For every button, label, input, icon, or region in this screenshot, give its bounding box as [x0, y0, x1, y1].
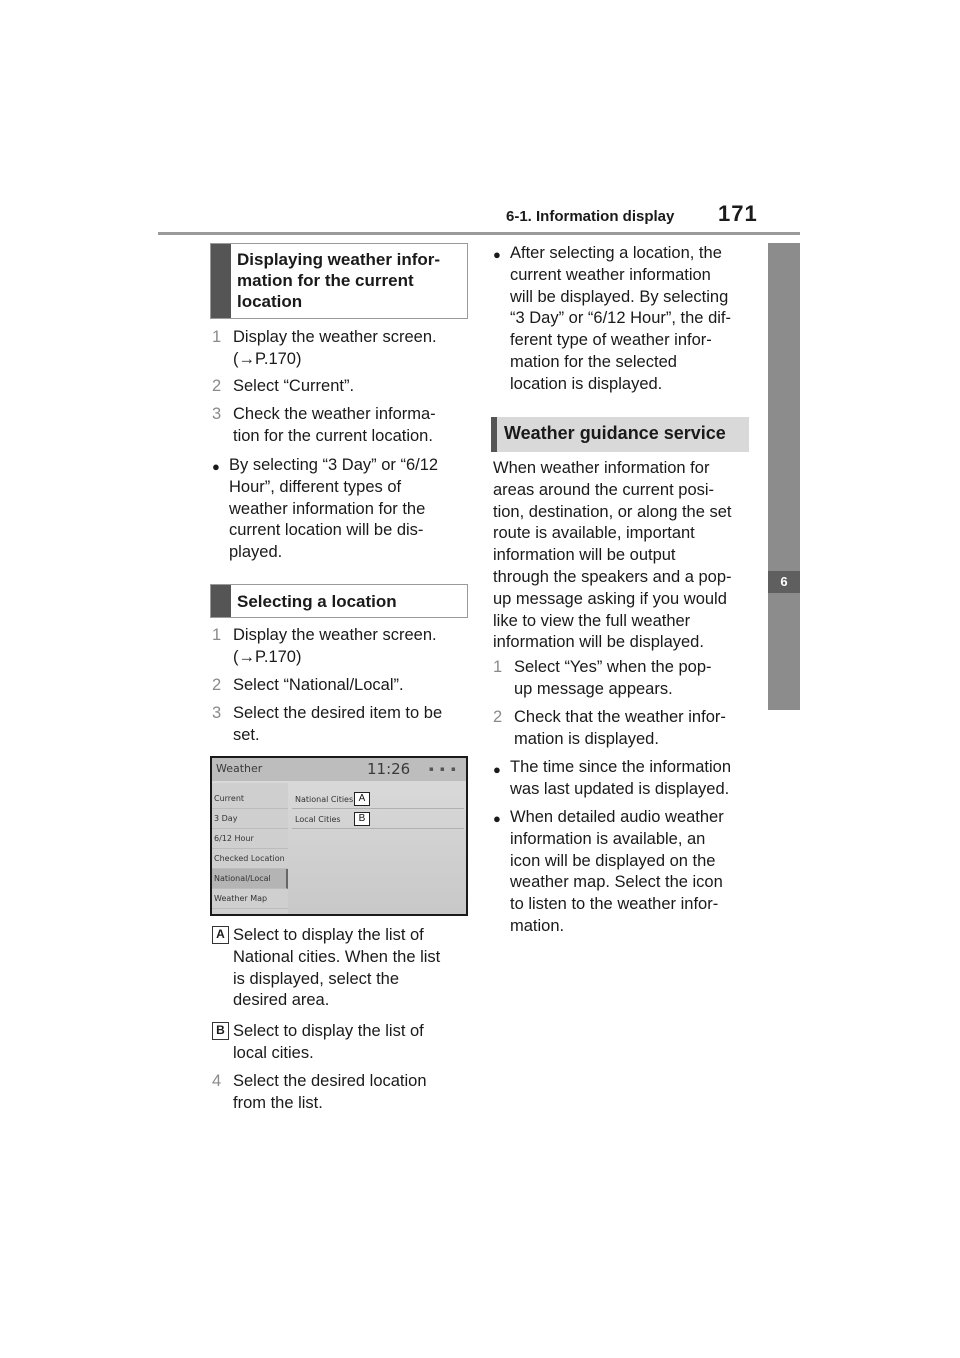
step-2-text: Select “Current”.	[233, 377, 355, 395]
menu-item-weather-map[interactable]: Weather Map	[212, 889, 288, 909]
label-a-text: Select to display the list of National cities. When the list is displayed, select the desired area.	[233, 926, 441, 1010]
chapter-label: Information	[775, 870, 793, 946]
step-3: 3	[212, 405, 222, 423]
status-icons: ▪ ▪ ▪	[429, 765, 458, 773]
heading-bar	[211, 585, 231, 617]
bullet-icon: ●	[493, 811, 501, 826]
heading-bar	[211, 244, 231, 318]
step-3-text: Select the desired item to be set.	[233, 704, 443, 744]
chapter-side-tab	[768, 243, 800, 946]
heading-current-location: Displaying weather infor- mation for the current location	[210, 243, 468, 319]
screen-clock: 11:26	[367, 760, 411, 778]
heading-bar	[491, 417, 497, 452]
label-b: B	[212, 1022, 229, 1040]
step-1-text: Select “Yes” when the pop- up message appears.	[514, 658, 712, 698]
callout-a: A	[354, 792, 370, 806]
header-rule	[158, 232, 800, 235]
chapter-number: 6	[768, 571, 800, 593]
bullet-icon: ●	[493, 762, 501, 777]
list-item-local-cities[interactable]: Local Cities	[292, 810, 464, 829]
step-1: 1	[493, 658, 503, 676]
step-3-text: Check the weather informa- tion for the current location.	[233, 405, 436, 445]
section-title: 6-1. Information display	[506, 208, 675, 225]
step-1: 1	[212, 626, 222, 644]
page-number: 171	[718, 201, 758, 226]
callout-b: B	[354, 812, 370, 826]
step-1: 1	[212, 328, 222, 346]
step-1-text: Display the weather screen. (→P.170)	[233, 328, 437, 368]
label-b-text: Select to display the list of local cities.	[233, 1022, 424, 1062]
step-2-text: Check that the weather infor- mation is displayed.	[514, 708, 726, 748]
step-3: 3	[212, 704, 222, 722]
heading-selecting-location: Selecting a location	[210, 584, 468, 618]
menu-item-checked-location[interactable]: Checked Location	[212, 849, 288, 869]
heading-weather-guidance: Weather guidance service	[491, 417, 749, 452]
weather-screen-image	[210, 756, 468, 916]
bullet-icon: ●	[493, 247, 501, 262]
step-4: 4	[212, 1072, 222, 1090]
step-2: 2	[212, 377, 222, 395]
menu-item-3-day[interactable]: 3 Day	[212, 809, 288, 829]
bullet-text: When detailed audio weather information is available, an icon will be displayed on the weather map. Select the icon to listen to the weather infor- mation.	[510, 808, 724, 935]
bullet-icon: ●	[212, 459, 220, 474]
menu-item-current[interactable]: Current	[212, 789, 288, 809]
menu-item-6-12-hour[interactable]: 6/12 Hour	[212, 829, 288, 849]
screen-title: Weather	[216, 762, 263, 775]
bullet-text: By selecting “3 Day” or “6/12 Hour”, different types of weather information for the current location will be dis- played.	[229, 456, 439, 562]
label-a: A	[212, 926, 229, 944]
step-2: 2	[212, 676, 222, 694]
screen-title-bar	[212, 758, 466, 781]
screen-menu	[212, 783, 288, 914]
bullet-text: The time since the information was last updated is displayed.	[510, 758, 732, 798]
bullet-text: After selecting a location, the current weather information will be displayed. By selecting “3 Day” or “6/12 Hour”, the dif- ferent type of weather infor- mation for the selected location is displayed.	[510, 244, 731, 393]
guidance-paragraph: When weather information for areas around the current posi- tion, destination, or along the set route is available, important information will be output through the speakers and a pop- up message asking if you would like to view the full weather information will be displayed.	[493, 459, 732, 652]
menu-item-national-local[interactable]: National/Local	[212, 869, 288, 889]
step-2: 2	[493, 708, 503, 726]
step-1-text: Display the weather screen. (→P.170)	[233, 626, 437, 666]
list-item-national-cities[interactable]: National Cities	[292, 790, 464, 809]
step-2-text: Select “National/Local”.	[233, 676, 404, 694]
step-4-text: Select the desired location from the list.	[233, 1072, 427, 1112]
